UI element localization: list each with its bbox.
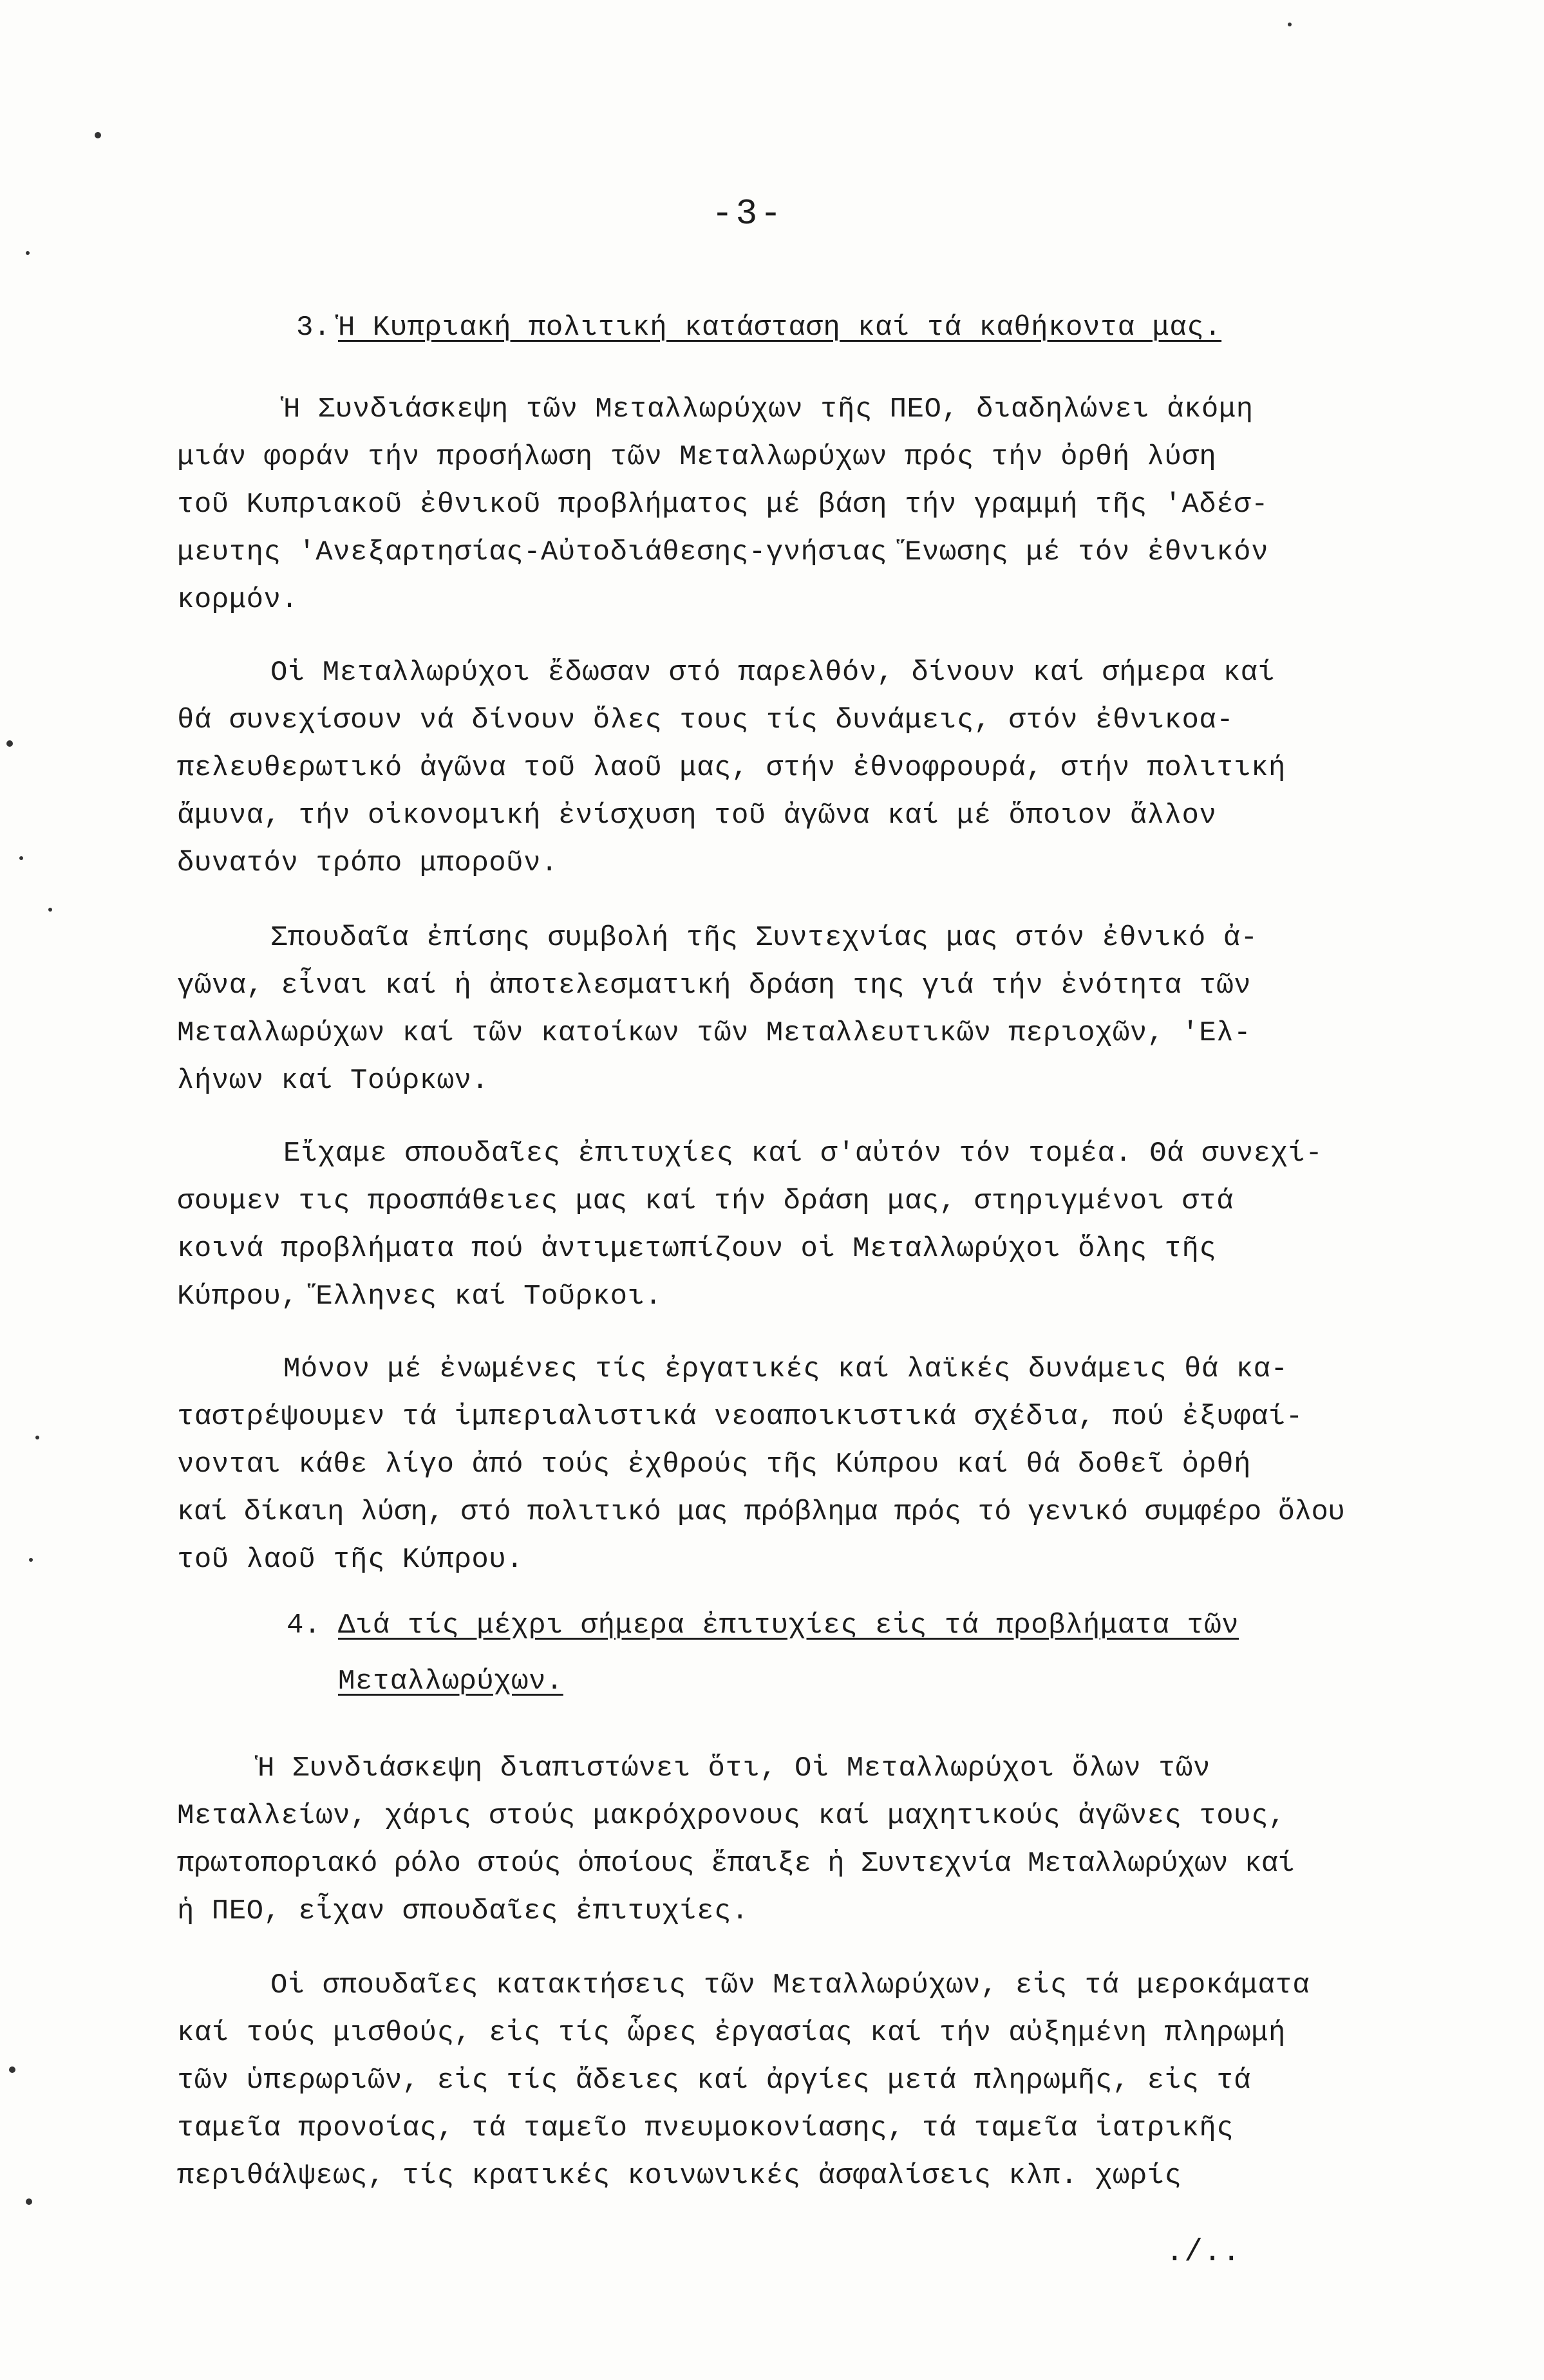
section-4-number: 4.: [287, 1609, 321, 1642]
s3-p5-line-3: νονται κάθε λίγο ἀπό τούς ἐχθρούς τῆς Κύπρου καί θά δοθεῖ ὀρθή: [177, 1448, 1252, 1481]
s3-p5-line-5: τοῦ λαοῦ τῆς Κύπρου.: [177, 1544, 524, 1576]
s3-p4-line-2: σουμεν τις προσπάθειες μας καί τήν δράση μας, στηριγμένοι στά: [177, 1185, 1234, 1217]
scan-speck: [35, 1436, 39, 1439]
s3-p2-line-3: πελευθερωτικό ἀγῶνα τοῦ λαοῦ μας, στήν ἐθνοφρουρά, στήν πολιτική: [177, 752, 1286, 784]
s4-p2-line-5: περιθάλψεως, τίς κρατικές κοινωνικές ἀσφαλίσεις κλπ. χωρίς: [177, 2160, 1182, 2192]
s4-p1-line-4: ἡ ΠΕΟ, εἶχαν σπουδαῖες ἐπιτυχίες.: [177, 1895, 749, 1927]
s3-p1-line-5: κορμόν.: [177, 584, 299, 616]
s3-p1-line-1: Ἡ Συνδιάσκεψη τῶν Μεταλλωρύχων τῆς ΠΕΟ, διαδηλώνει ἀκόμη: [283, 393, 1254, 426]
s3-p2-line-1: Οἱ Μεταλλωρύχοι ἔδωσαν στό παρελθόν, δίνουν καί σήμερα καί: [270, 657, 1276, 689]
s3-p2-line-4: ἄμυνα, τήν οἰκονομική ἐνίσχυση τοῦ ἀγῶνα καί μέ ὅποιον ἄλλον: [177, 800, 1217, 832]
s4-p1-line-3: πρωτοποριακό ρόλο στούς ὁποίους ἔπαιξε ἡ Συντεχνία Μεταλλωρύχων καί: [177, 1848, 1295, 1880]
s3-p3-line-1: Σπουδαῖα ἐπίσης συμβολή τῆς Συντεχνίας μας στόν ἐθνικό ἀ-: [270, 922, 1258, 954]
s4-p2-line-3: τῶν ὑπερωριῶν, εἰς τίς ἄδειες καί ἀργίες μετά πληρωμῆς, εἰς τά: [177, 2065, 1252, 2097]
scan-speck: [26, 251, 30, 255]
s3-p5-line-1: Μόνον μέ ἐνωμένες τίς ἐργατικές καί λαϊκές δυνάμεις θά κα-: [283, 1353, 1288, 1385]
s3-p4-line-3: κοινά προβλήματα πού ἀντιμετωπίζουν οἱ Μεταλλωρύχοι ὅλης τῆς: [177, 1233, 1217, 1265]
s4-p2-line-4: ταμεῖα προνοίας, τά ταμεῖο πνευμοκονίασης, τά ταμεῖα ἰατρικῆς: [177, 2112, 1234, 2144]
s3-p2-line-5: δυνατόν τρόπο μποροῦν.: [177, 847, 558, 879]
s4-p2-line-2: καί τούς μισθούς, εἰς τίς ὧρες ἐργασίας καί τήν αὐξημένη πληρωμή: [177, 2017, 1286, 2049]
section-3-title: Ἡ Κυπριακή πολιτική κατάσταση καί τά καθήκοντα μας.: [338, 312, 1222, 344]
s3-p2-line-2: θά συνεχίσουν νά δίνουν ὅλες τους τίς δυνάμεις, στόν ἐθνικοα-: [177, 704, 1234, 736]
page-number: -3-: [711, 193, 784, 234]
s3-p5-line-2: ταστρέψουμεν τά ἰμπεριαλιστικά νεοαποικιστικά σχέδια, πού ἐξυφαί-: [177, 1401, 1303, 1433]
s3-p3-line-2: γῶνα, εἶναι καί ἡ ἀποτελεσματική δράση της γιά τήν ἑνότητα τῶν: [177, 970, 1252, 1002]
s3-p1-line-3: τοῦ Κυπριακοῦ ἐθνικοῦ προβλήματος μέ βάση τήν γραμμή τῆς 'Αδέσ-: [177, 489, 1268, 521]
section-4-title-line-2: Μεταλλωρύχων.: [338, 1665, 563, 1698]
continuation-mark: ./..: [1165, 2235, 1241, 2270]
s3-p3-line-3: Μεταλλωρύχων καί τῶν κατοίκων τῶν Μεταλλευτικῶν περιοχῶν, 'Ελ-: [177, 1017, 1252, 1049]
s4-p1-line-2: Μεταλλείων, χάρις στούς μακρόχρονους καί μαχητικούς ἀγῶνες τους,: [177, 1800, 1286, 1832]
scan-speck: [1288, 23, 1292, 26]
scan-speck: [29, 1558, 33, 1562]
scan-speck: [48, 908, 52, 912]
s4-p2-line-1: Οἱ σπουδαῖες κατακτήσεις τῶν Μεταλλωρύχων, εἰς τά μεροκάματα: [270, 1969, 1310, 2001]
scan-speck: [95, 132, 101, 138]
scan-speck: [6, 740, 13, 747]
s3-p4-line-1: Εἴχαμε σπουδαῖες ἐπιτυχίες καί σ'αὐτόν τόν τομέα. Θά συνεχί-: [283, 1138, 1323, 1170]
s3-p4-line-4: Κύπρου, Ἕλληνες καί Τοῦρκοι.: [177, 1280, 663, 1313]
section-3-number: 3.: [296, 312, 331, 344]
scan-speck: [19, 856, 23, 860]
s3-p3-line-4: λήνων καί Τούρκων.: [177, 1065, 489, 1097]
scan-speck: [26, 2198, 32, 2205]
s3-p5-line-4: καί δίκαιη λύση, στό πολιτικό μας πρόβλημα πρός τό γενικό συμφέρο ὅλου: [177, 1496, 1345, 1528]
scan-speck: [9, 2066, 15, 2073]
s4-p1-line-1: Ἡ Συνδιάσκεψη διαπιστώνει ὅτι, Οἱ Μεταλλωρύχοι ὅλων τῶν: [258, 1752, 1210, 1785]
section-4-title-line-1: Διά τίς μέχρι σήμερα ἐπιτυχίες εἰς τά προβλήματα τῶν: [338, 1609, 1239, 1642]
s3-p1-line-4: μευτης 'Ανεξαρτησίας-Αὐτοδιάθεσης-γνήσιας Ἕνωσης μέ τόν ἐθνικόν: [177, 536, 1268, 568]
s3-p1-line-2: μιάν φοράν τήν προσήλωση τῶν Μεταλλωρύχων πρός τήν ὀρθή λύση: [177, 441, 1217, 473]
